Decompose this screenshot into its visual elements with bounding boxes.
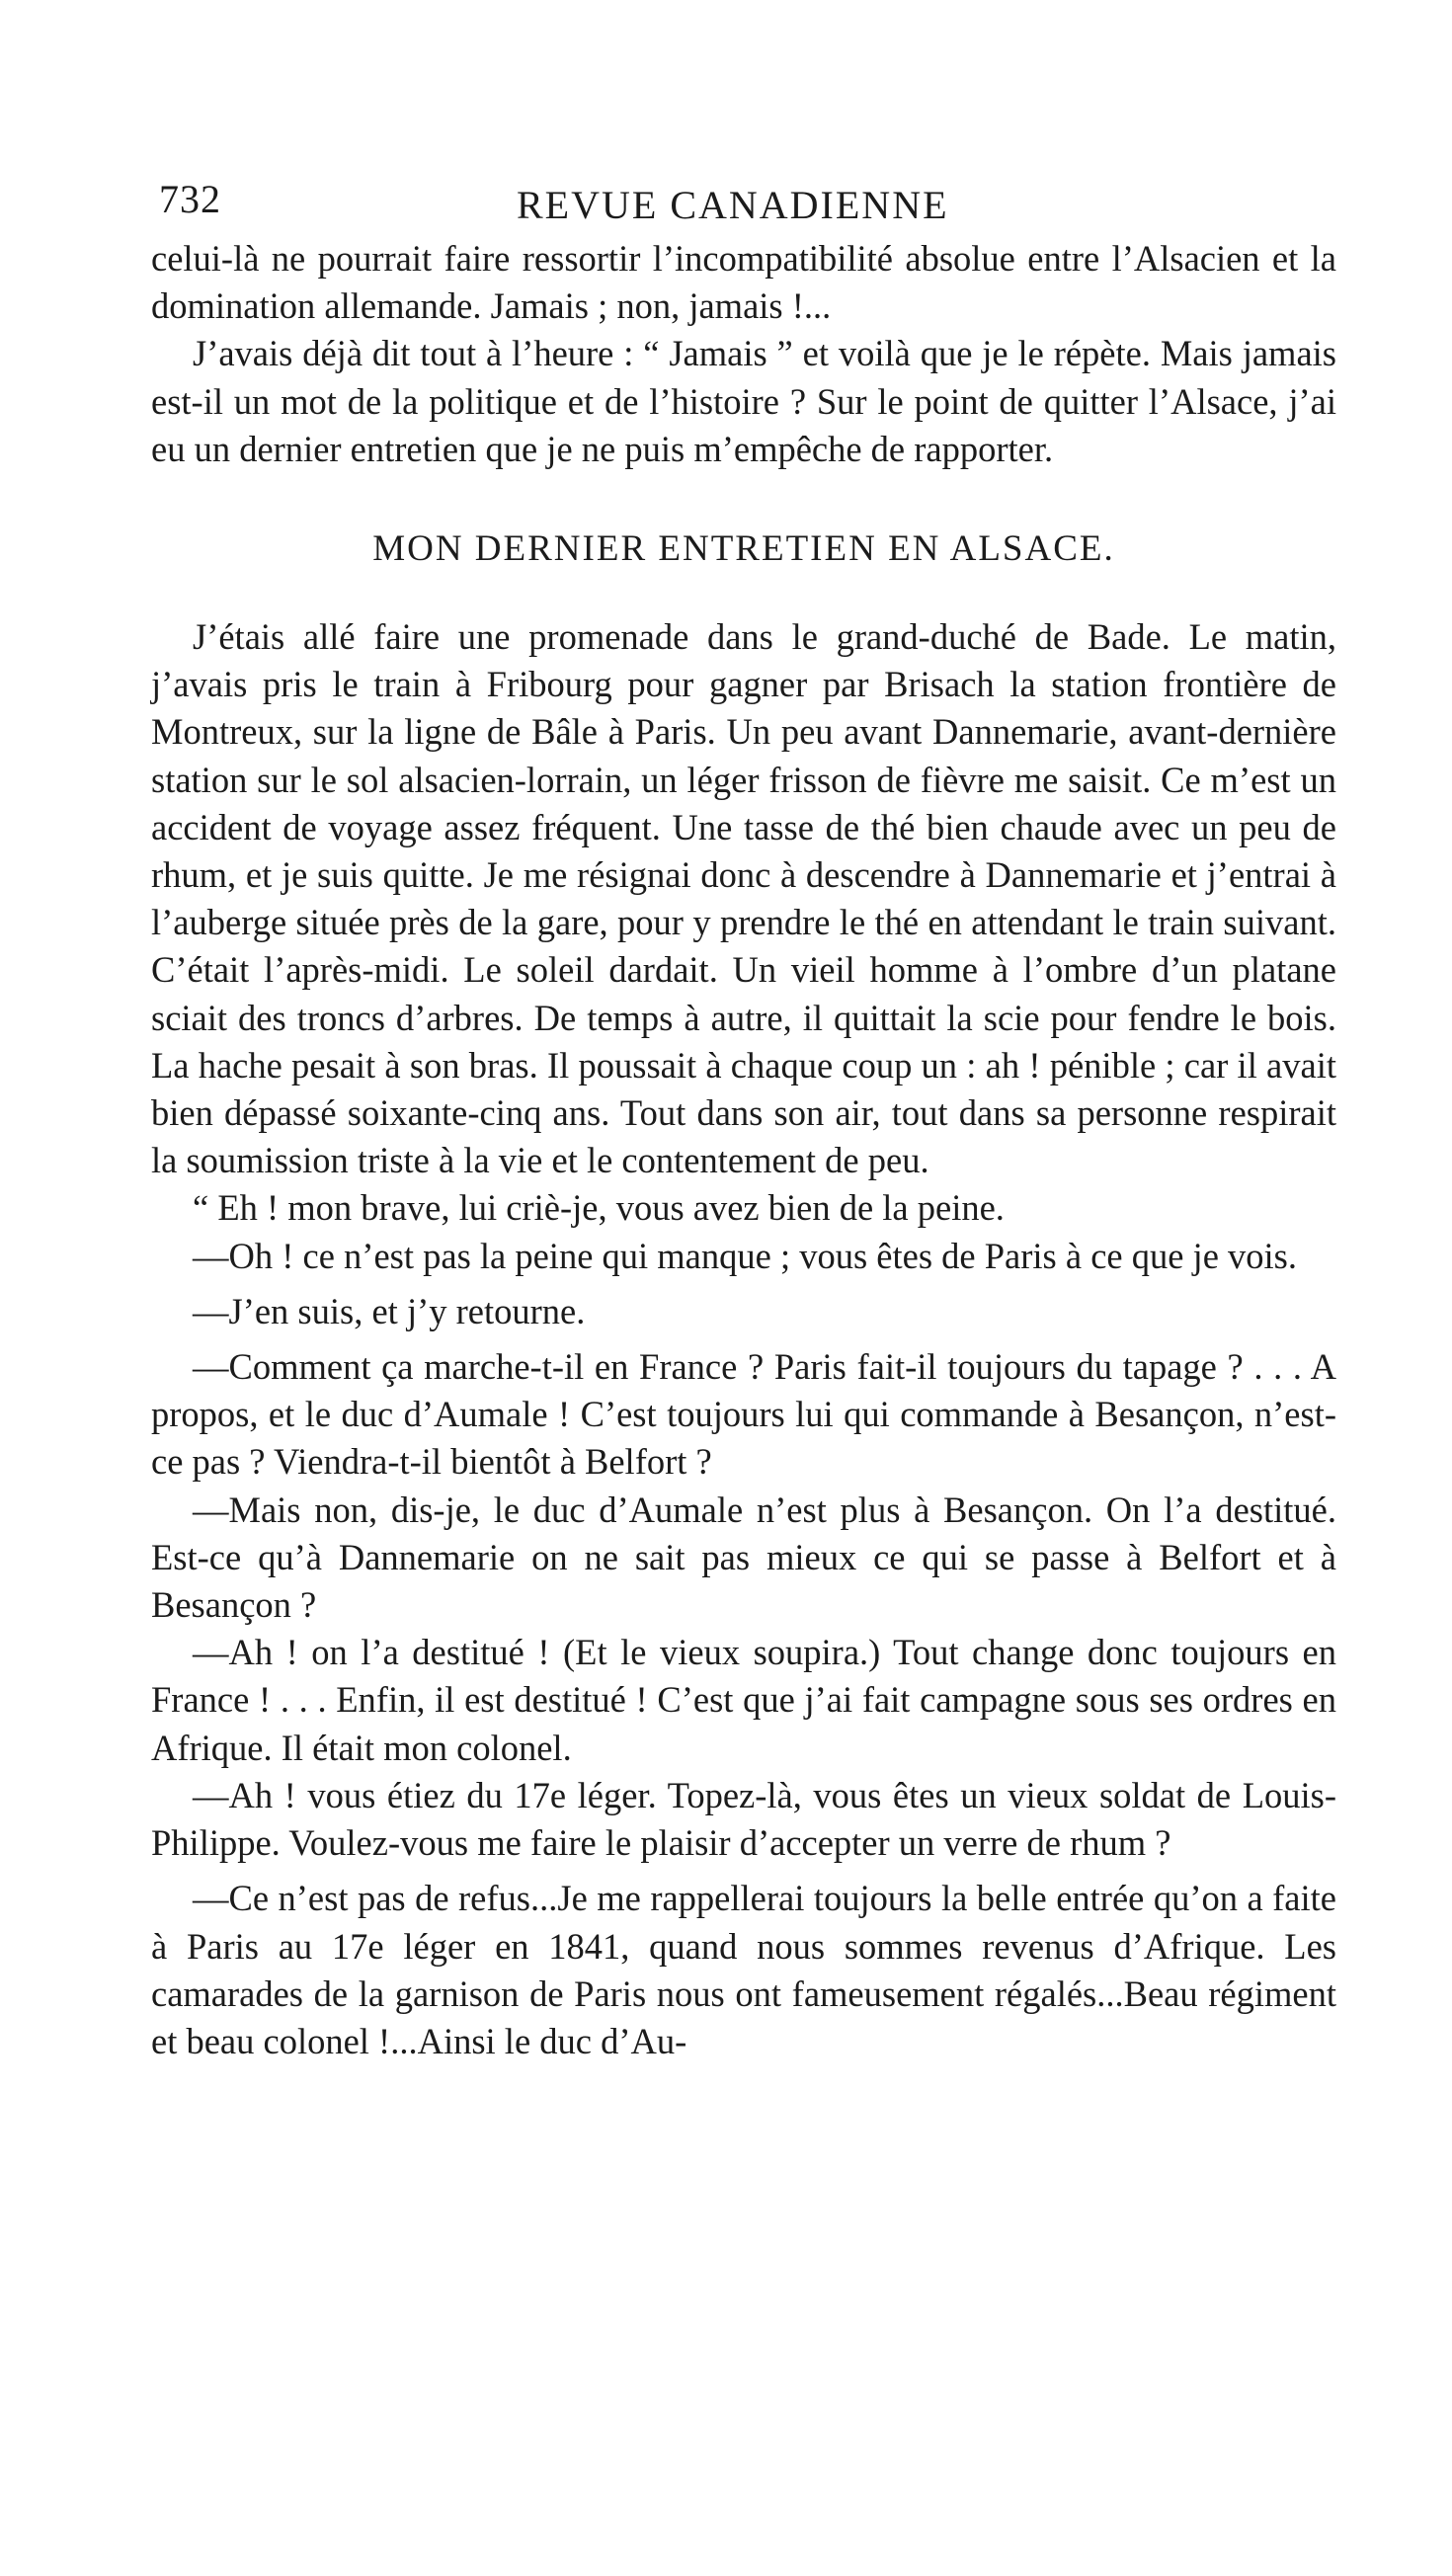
dialogue-line: —Mais non, dis-je, le duc d’Aumale n’est plus à Besançon. On l’a destitué. Est-ce qu’à Dannemarie on ne sait pas mieux ce qui se passe à Belfort et à Besançon ? — [151, 1489, 1336, 1626]
paragraph: J’étais allé faire une promenade dans le grand-duché de Bade. Le matin, j’avais pris le train à Fribourg pour gagner par Brisach la station frontière de Montreux, sur la ligne de Bâle à Paris. Un peu avant Dannemarie, avant-dernière station sur le sol alsacien-lorrain, un léger frisson de fièvre me saisit. Ce m’est un accident de voyage assez fréquent. Une tasse de thé bien chaude avec un peu de rhum, et je suis quitte. Je me résignai donc à descendre à Dannemarie et j’entrai à l’auberge située près de la gare, pour y prendre le thé en attendant le train suivant. C’était l’après-midi. Le soleil dardait. Un vieil homme à l’ombre d’un platane sciait des troncs d’arbres. De temps à autre, il quittait la scie pour fendre le bois. La hache pesait à son bras. Il poussait à chaque coup un : ah ! pénible ; car il avait bien dépassé soixante-cinq ans. Tout dans son air, tout dans sa personne respirait la soumission triste à la vie et le contentement de peu. — [151, 616, 1336, 1181]
dialogue-line: —Oh ! ce n’est pas la peine qui manque ; vous êtes de Paris à ce que je vois. — [193, 1235, 1297, 1276]
journal-title: REVUE CANADIENNE — [517, 183, 949, 227]
page-number: 732 — [159, 177, 221, 221]
paragraph: J’avais déjà dit tout à l’heure : “ Jamais ” et voilà que je le répète. Mais jamais est-il un mot de la politique et de l’histoire ? Sur le point de quitter l’Alsace, j’ai eu un dernier entretien que je ne puis m’empêche de rapporter. — [151, 333, 1336, 469]
dialogue-line: —Ce n’est pas de refus...Je me rappellerai toujours la belle entrée qu’on a faite à Paris au 17e léger en 1841, quand nous sommes revenus d’Afrique. Les camarades de la garnison de Paris nous ont fameusement régalés...Beau régiment et beau colonel !...Ainsi le duc d’Au- — [151, 1878, 1336, 2061]
dialogue-line: —Ah ! on l’a destitué ! (Et le vieux soupira.) Tout change donc toujours en France ! . . . Enfin, il est destitué ! C’est que j’ai fait campagne sous ses ordres en Afrique. Il était mon colonel. — [151, 1632, 1336, 1768]
dialogue-line: —Ah ! vous étiez du 17e léger. Topez-là, vous êtes un vieux soldat de Louis-Philippe. Voulez-vous me faire le plaisir d’accepter un verre de rhum ? — [151, 1774, 1336, 1864]
dialogue-line: —J’en suis, et j’y retourne. — [193, 1290, 586, 1331]
running-head — [151, 176, 1336, 235]
article-text — [151, 235, 1336, 2065]
paragraph-continued: celui-là ne pourrait faire ressortir l’incompatibilité absolue entre l’Alsacien et la domination allemande. Jamais ; non, jamais !... — [151, 238, 1336, 327]
book-page — [151, 176, 1336, 2065]
dialogue-line: —Comment ça marche-t-il en France ? Paris fait-il toujours du tapage ? . . . A propos, et le duc d’Aumale ! C’est toujours lui qui commande à Besançon, n’est-ce pas ? Viendra-t-il bientôt à Belfort ? — [151, 1346, 1336, 1483]
dialogue-line: “ Eh ! mon brave, lui criè-je, vous avez bien de la peine. — [193, 1187, 1005, 1229]
section-heading: MON DERNIER ENTRETIEN EN ALSACE. — [372, 528, 1115, 570]
